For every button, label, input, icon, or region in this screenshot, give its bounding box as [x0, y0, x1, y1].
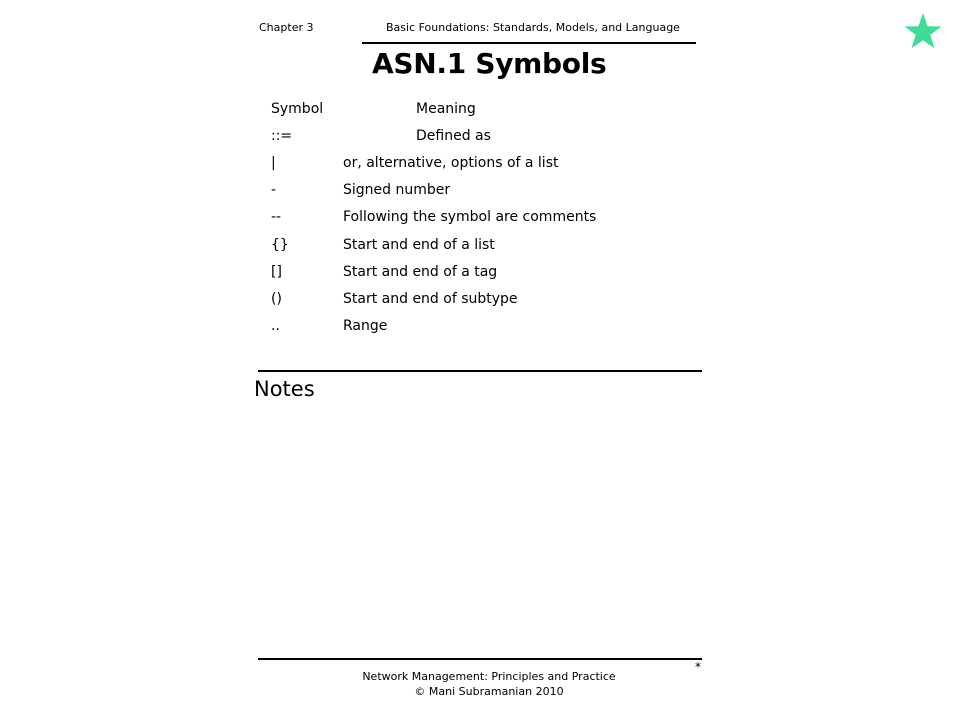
table-row-meaning: Signed number: [343, 182, 451, 198]
table-row-meaning: Range: [343, 318, 388, 334]
table-row-meaning: Start and end of a tag: [343, 264, 498, 280]
table-row-symbol: (): [271, 291, 282, 307]
table-row-symbol: -: [271, 182, 277, 198]
footer-book-title: Network Management: Principles and Practice: [362, 670, 616, 683]
table-row-symbol: ..: [271, 318, 280, 334]
table-row-meaning: Start and end of subtype: [343, 291, 518, 307]
table-row-symbol: []: [271, 264, 282, 280]
table-row-symbol: --: [271, 209, 282, 225]
slide-title: ASN.1 Symbols: [372, 47, 607, 80]
table-header-meaning: Meaning: [416, 101, 476, 117]
chapter-label: Chapter 3: [259, 21, 314, 34]
header-title: Basic Foundations: Standards, Models, and Language: [386, 21, 680, 34]
star-shape: [905, 13, 942, 48]
table-row-symbol: |: [271, 155, 276, 171]
footer: [344, 669, 634, 699]
header-divider: [362, 42, 696, 44]
table-row-meaning: Start and end of a list: [343, 237, 495, 253]
footer-divider: [258, 658, 702, 660]
footer-copyright: © Mani Subramanian 2010: [414, 685, 564, 698]
page-marker: *: [695, 660, 701, 674]
table-row-meaning: Following the symbol are comments: [343, 209, 597, 225]
table-header-symbol: Symbol: [271, 101, 324, 117]
notes-divider: [258, 370, 702, 372]
notes-label: Notes: [254, 377, 315, 401]
table-row-symbol: ::=: [271, 128, 293, 144]
table-row-symbol: {}: [271, 237, 289, 253]
star-icon: [903, 12, 943, 52]
table-row-meaning: Defined as: [416, 128, 491, 144]
table-row-meaning: or, alternative, options of a list: [343, 155, 559, 171]
